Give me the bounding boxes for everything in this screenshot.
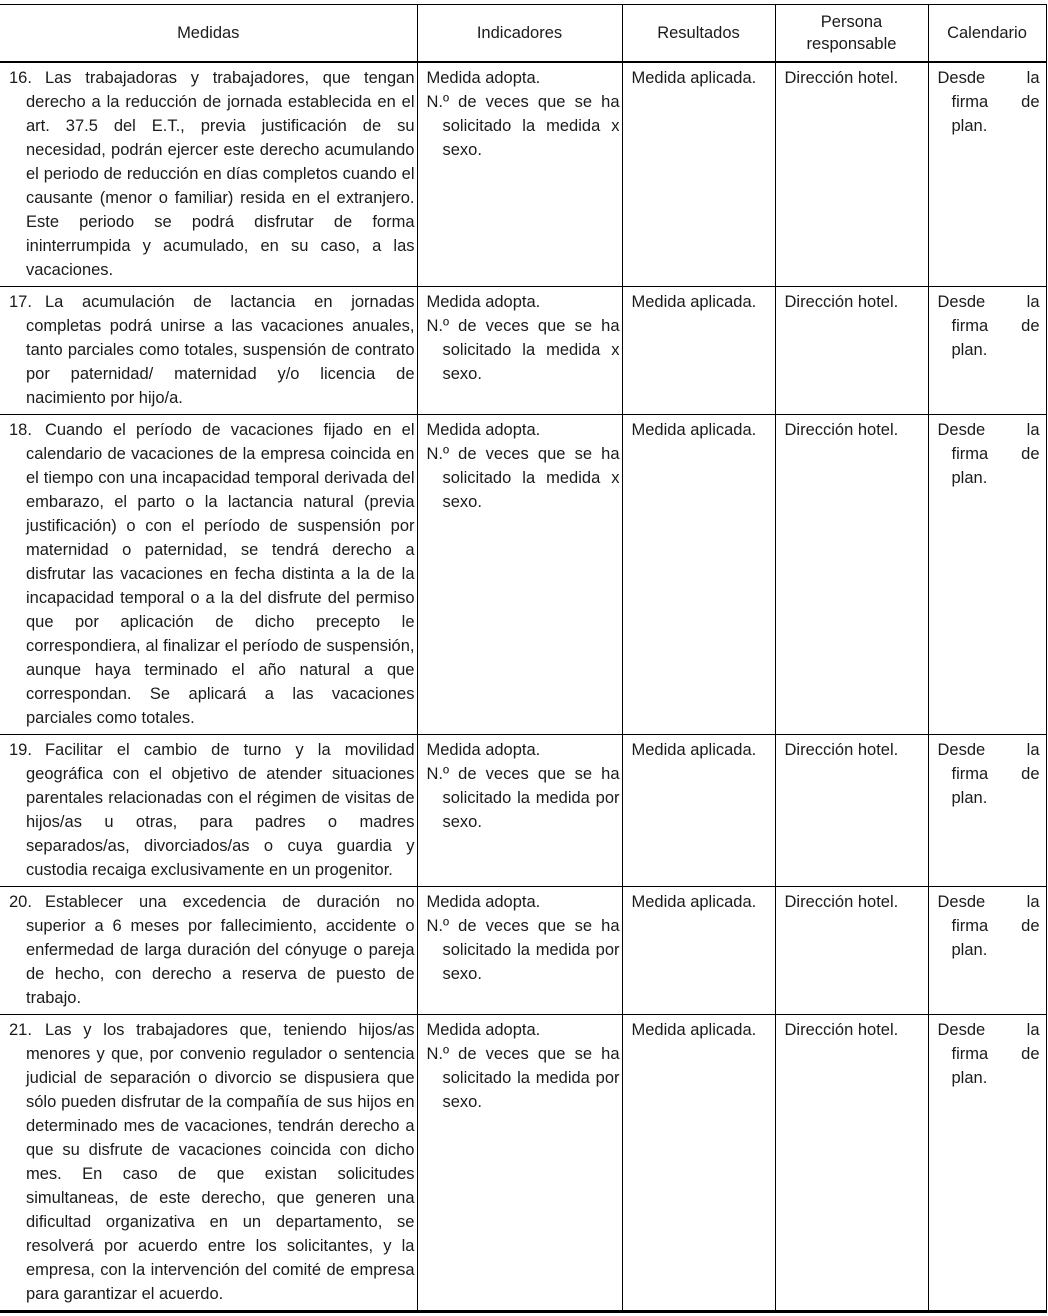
cell-resultado <box>622 735 775 887</box>
cell-indicador <box>417 1015 622 1312</box>
resultado-text: Medida aplicada. <box>631 293 757 311</box>
resultado-text: Medida aplicada. <box>631 741 757 759</box>
cell-resultado <box>622 887 775 1015</box>
cell-persona-responsable <box>775 887 928 1015</box>
table-row <box>0 287 1046 415</box>
indicador-line-1: Medida adopta. <box>426 69 541 87</box>
cell-calendario <box>928 1015 1046 1312</box>
calendario-text: Desde la firma de plan. <box>937 293 1040 359</box>
measure-text: La acumulación de lactancia en jornadas completas podrá unirse a las vacaciones anuales, tanto parciales como totales, suspensión de contrato por paternidad/ maternidad y/o licencia de nacimiento por hijo/a. <box>26 293 415 407</box>
medida-paragraph <box>9 1018 415 1306</box>
indicador-line-1: Medida adopta. <box>426 293 541 311</box>
responsable-text: Dirección hotel. <box>784 421 899 439</box>
table-row <box>0 735 1046 887</box>
cell-resultado <box>622 62 775 287</box>
cell-medida <box>0 415 417 735</box>
measure-text: Facilitar el cambio de turno y la movilidad geográfica con el objetivo de atender situaciones parentales relacionadas con el régimen de visitas de hijos/as u otras, para padres o madres separados/as, divorciados/as o cuya guardia y custodia recaiga exclusivamente en un progenitor. <box>26 741 415 879</box>
cell-medida <box>0 62 417 287</box>
cell-medida <box>0 735 417 887</box>
indicador-line-2: N.º de veces que se ha solicitado la medida por sexo. <box>426 765 620 831</box>
indicador-line-2: N.º de veces que se ha solicitado la medida por sexo. <box>426 1045 620 1111</box>
medida-paragraph <box>9 418 415 730</box>
calendario-text: Desde la firma de plan. <box>937 893 1040 959</box>
resultado-text: Medida aplicada. <box>631 1021 757 1039</box>
table-header <box>0 5 1046 63</box>
cell-persona-responsable <box>775 415 928 735</box>
table-row <box>0 1015 1046 1312</box>
column-header-medidas: Medidas <box>0 5 417 63</box>
cell-calendario <box>928 735 1046 887</box>
responsable-text: Dirección hotel. <box>784 1021 899 1039</box>
table-row <box>0 62 1046 287</box>
medida-paragraph <box>9 738 415 882</box>
responsable-text: Dirección hotel. <box>784 293 899 311</box>
cell-medida <box>0 887 417 1015</box>
calendario-text: Desde la firma de plan. <box>937 69 1040 135</box>
cell-indicador <box>417 62 622 287</box>
cell-persona-responsable <box>775 287 928 415</box>
indicador-line-2: N.º de veces que se ha solicitado la medida x sexo. <box>426 445 620 511</box>
resultado-text: Medida aplicada. <box>631 893 757 911</box>
cell-medida <box>0 287 417 415</box>
cell-calendario <box>928 62 1046 287</box>
cell-medida <box>0 1015 417 1312</box>
measure-text: Establecer una excedencia de duración no superior a 6 meses por fallecimiento, accidente o enfermedad de larga duración del cónyuge o pareja de hecho, con derecho a reserva de puesto de trabajo. <box>26 893 415 1007</box>
calendario-text: Desde la firma de plan. <box>937 1021 1040 1087</box>
measure-number: 18. <box>9 421 32 439</box>
column-header-resultados: Resultados <box>622 5 775 63</box>
indicador-line-1: Medida adopta. <box>426 741 541 759</box>
cell-indicador <box>417 287 622 415</box>
indicador-line-2: N.º de veces que se ha solicitado la medida por sexo. <box>426 917 620 983</box>
measures-table <box>0 4 1047 1313</box>
cell-indicador <box>417 887 622 1015</box>
cell-resultado <box>622 287 775 415</box>
indicador-line-1: Medida adopta. <box>426 1021 541 1039</box>
measure-number: 16. <box>9 69 32 87</box>
table-row <box>0 415 1046 735</box>
responsable-text: Dirección hotel. <box>784 69 899 87</box>
measure-number: 17. <box>9 293 32 311</box>
table-row <box>0 887 1046 1015</box>
calendario-text: Desde la firma de plan. <box>937 741 1040 807</box>
measure-text: Cuando el período de vacaciones fijado en el calendario de vacaciones de la empresa coincida en el tiempo con una incapacidad temporal derivada del embarazo, el parto o la lactancia natural (previa justificación) o con el período de suspensión por maternidad o paternidad, se tendrá derecho a disfrutar las vacaciones en fecha distinta a la de la incapacidad temporal o a la del disfrute del permiso que por aplicación de dicho precepto le correspondiera, al finalizar el período de suspensión, aunque haya terminado el año natural a que correspondan. Se aplicará a las vacaciones parciales como totales. <box>26 421 415 727</box>
cell-resultado <box>622 1015 775 1312</box>
cell-resultado <box>622 415 775 735</box>
table-body <box>0 62 1046 1312</box>
resultado-text: Medida aplicada. <box>631 421 757 439</box>
measure-number: 20. <box>9 893 32 911</box>
indicador-line-2: N.º de veces que se ha solicitado la medida x sexo. <box>426 93 620 159</box>
cell-persona-responsable <box>775 62 928 287</box>
indicador-line-1: Medida adopta. <box>426 893 541 911</box>
header-row <box>0 5 1046 63</box>
column-header-persona-responsable: Persona responsable <box>775 5 928 63</box>
measure-number: 21. <box>9 1021 32 1039</box>
indicador-line-1: Medida adopta. <box>426 421 541 439</box>
calendario-text: Desde la firma de plan. <box>937 421 1040 487</box>
measure-text: Las y los trabajadores que, teniendo hijos/as menores y que, por convenio regulador o sentencia judicial de separación o divorcio se dispusiera que sólo pueden disfrutar de la compañía de sus hijos en determinado mes de vacaciones, tendrán derecho a que su disfrute de vacaciones coincida con dicho mes. En caso de que existan solicitudes simultaneas, de este derecho, que generen una dificultad organizativa en un departamento, se resolverá por acuerdo entre los solicitantes, y la empresa, con la intervención del comité de empresa para garantizar el acuerdo. <box>26 1021 415 1303</box>
resultado-text: Medida aplicada. <box>631 69 757 87</box>
column-header-indicadores: Indicadores <box>417 5 622 63</box>
medida-paragraph <box>9 290 415 410</box>
responsable-text: Dirección hotel. <box>784 741 899 759</box>
measure-number: 19. <box>9 741 32 759</box>
column-header-calendario: Calendario <box>928 5 1046 63</box>
cell-calendario <box>928 287 1046 415</box>
cell-indicador <box>417 415 622 735</box>
cell-persona-responsable <box>775 735 928 887</box>
cell-calendario <box>928 887 1046 1015</box>
medida-paragraph <box>9 890 415 1010</box>
cell-calendario <box>928 415 1046 735</box>
cell-persona-responsable <box>775 1015 928 1312</box>
measure-text: Las trabajadoras y trabajadores, que tengan derecho a la reducción de jornada establecida en el art. 37.5 del E.T., previa justificación de su necesidad, podrán ejercer este derecho acumulando el periodo de reducción en días completos cuando el causante (menor o familiar) resida en el extranjero. Este periodo se podrá disfrutar de forma ininterrumpida y acumulado, en su caso, a las vacaciones. <box>26 69 415 279</box>
indicador-line-2: N.º de veces que se ha solicitado la medida x sexo. <box>426 317 620 383</box>
responsable-text: Dirección hotel. <box>784 893 899 911</box>
cell-indicador <box>417 735 622 887</box>
medida-paragraph <box>9 66 415 282</box>
